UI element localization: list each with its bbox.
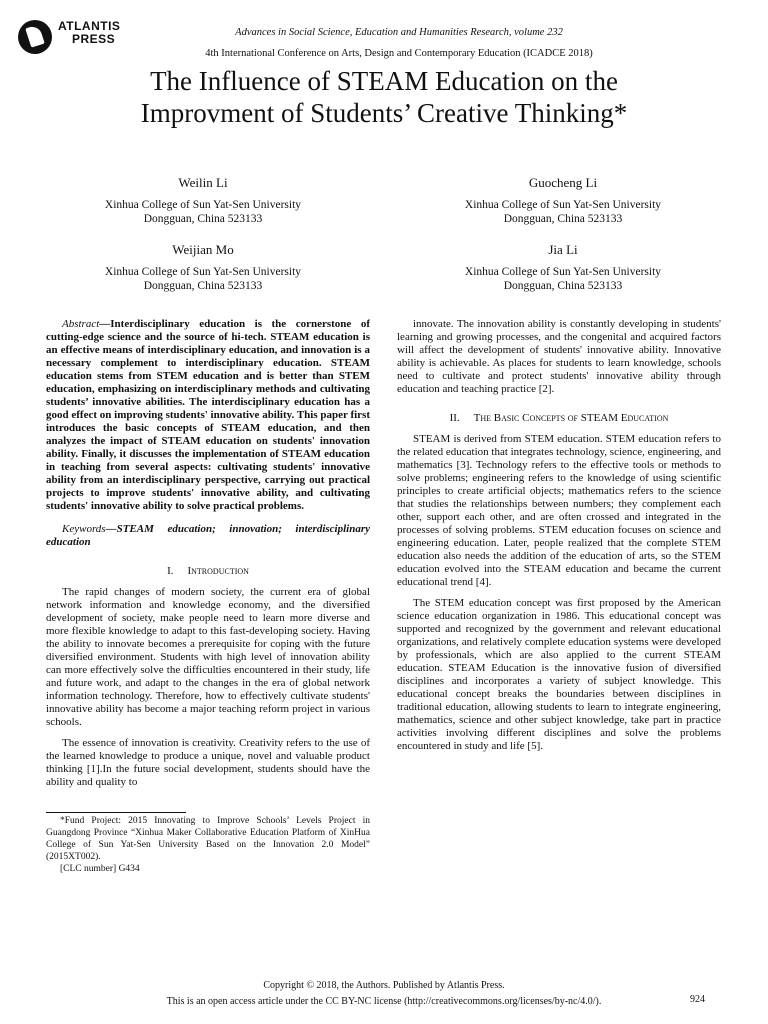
- clc-number: [CLC number] G434: [60, 864, 140, 874]
- author-block: [413, 243, 713, 293]
- abstract: Abstract—Interdisciplinary education is the cornerstone of cutting-edge science and the source of hi-tech. STEAM education is an effective means of interdisciplinary education, and innovation is a necessary complement to interdisciplinary education. STEAM education stems from STEM education and is better than STEM education, emphasizing on interdisciplinary methods and cultivating students’ innovative abilities. The interdisciplinary education has a good effect on improving students' innovative ability. This paper first introduces the basic concepts of STEAM education, and then analyzes the impact of STEAM education on students' innovation ability. Finally, it discusses the implementation of STEAM education in teaching from several aspects: cultivating students' innovative ability from an interdisciplinary perspective, carrying out practical projects to improve students' innovative ability, and cultivating students' innovative ability to solve practical problems.: [46, 318, 370, 512]
- author-affiliation: Xinhua College of Sun Yat-Sen University: [104, 266, 302, 278]
- author-name: Weilin Li: [178, 175, 228, 190]
- copyright-line: Copyright © 2018, the Authors. Published by Atlantis Press.: [263, 980, 505, 991]
- author-address: Dongguan, China 523133: [143, 213, 263, 225]
- conference-name: 4th International Conference on Arts, Design and Contemporary Education (ICADCE 2018): [205, 48, 593, 59]
- author-block: [53, 243, 353, 293]
- author-address: Dongguan, China 523133: [503, 280, 623, 292]
- author-affiliation: Xinhua College of Sun Yat-Sen University: [464, 266, 662, 278]
- author-name: Guocheng Li: [528, 175, 598, 190]
- paper-title: The Influence of STEAM Education on the Improvment of Students’ Creative Thinking*: [140, 66, 628, 128]
- author-affiliation: Xinhua College of Sun Yat-Sen University: [104, 199, 302, 211]
- paragraph: The STEM education concept was first proposed by the American science education organization in 1986. This educational concept was supported and recognized by the government and relevant educational organizations, and relatively complete education systems were developed by professionals, which are also applied to the current STEAM education. STEAM Education is the innovative fusion of diversified disciplines and incorporates a variety of subject knowledge. This educational concept breaks the boundaries between disciplines in traditional education, allowing students to learn to integrate engineering, mathematics, science and other subject knowledge, take part in practice activities involving different disciplines and solve the problems encountered in study and life [5].: [397, 597, 721, 752]
- paragraph: The rapid changes of modern society, the current era of global network information and knowledge economy, and the diversified development of society, make people need to learn more diverse and more flexible knowledge to adapt to this fast-developing society. Having the ability to innovate becomes a prerequisite for coping with the future diversified environment. Students with high level of innovation ability can more effectively solve the difficulties encountered in their study, life and future work, and adapt to the changes in the era of global network information technology. Therefore, how to effectively cultivate students' innovative ability has become a major teaching reform project in various schools.: [46, 586, 370, 728]
- journal-name: Advances in Social Science, Education and Humanities Research, volume 232: [235, 27, 563, 38]
- author-block: [413, 176, 713, 226]
- author-affiliation: Xinhua College of Sun Yat-Sen University: [464, 199, 662, 211]
- paragraph: The essence of innovation is creativity. Creativity refers to the use of the learned knowledge to produce a unique, novel and valuable product thinking [1].In the future social development, students should have the ability and quality to: [46, 737, 370, 788]
- license-line: This is an open access article under the CC BY-NC license (http://creativecommons.org/licenses/by-nc/4.0/).: [166, 996, 602, 1007]
- author-name: Weijian Mo: [172, 242, 234, 257]
- left-column: [46, 318, 370, 797]
- author-address: Dongguan, China 523133: [503, 213, 623, 225]
- footnote: [46, 815, 370, 875]
- paragraph: STEAM is derived from STEM education. STEM education refers to the related education that integrates technology, science, engineering, and mathematics [3]. Technology refers to the effective tools or methods to solve problems; engineering refers to the knowledge of using scientific principles to create artificial objects; mathematics refers to the science that studies the relationships between numbers; they complement each other, support each other, and are often crossed and integrated in the processes of solving problems. STEM education focuses on science and engineering education. Later, people realized that the complete STEM education also needs the addition of the education of arts, so the STEM education evolved into the STEAM education and became the current educational trend [4].: [397, 433, 721, 588]
- section-heading-introduction: I. Introduction: [167, 565, 249, 577]
- author-block: [53, 176, 353, 226]
- logo-text: ATLANTIS PRESS: [58, 19, 121, 46]
- keywords: Keywords—STEAM education; innovation; interdisciplinary education: [46, 523, 370, 548]
- fund-note: *Fund Project: 2015 Innovating to Improve Schools’ Levels Project in Guangdong Province “Xinhua Maker Collaborative Education Platform of XinHua College of Sun Yat-Sen University Based on the Innovation 2.0 Model” (2015XT002).: [46, 816, 370, 862]
- author-name: Jia Li: [548, 242, 578, 257]
- right-column: [397, 318, 721, 761]
- section-heading-basic-concepts: II. The Basic Concepts of STEAM Education: [449, 412, 669, 424]
- footnote-divider: [46, 812, 186, 813]
- paragraph: innovate. The innovation ability is constantly developing in students' learning and growing processes, and the congenital and acquired factors will affect the development of students' innovative ability. Innovative ability is achievable. As places for students to learn knowledge, schools need to cultivate and protect students' innovative ability through education and teaching practice [2].: [397, 318, 721, 395]
- page-number: 924: [690, 994, 705, 1005]
- author-address: Dongguan, China 523133: [143, 280, 263, 292]
